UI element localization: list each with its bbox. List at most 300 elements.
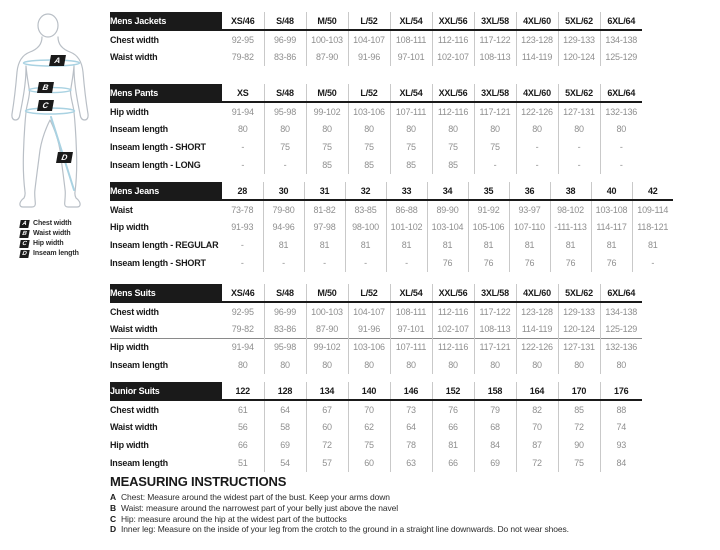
size-value: 81 xyxy=(304,236,345,254)
size-value: 76 xyxy=(427,254,468,272)
row-label: Inseam length - SHORT xyxy=(110,258,206,268)
size-column-header: XS xyxy=(222,84,264,102)
table-row xyxy=(110,436,642,454)
size-value: 98-100 xyxy=(345,218,386,236)
size-column-header: XXL/56 xyxy=(432,12,474,30)
size-value: 127-131 xyxy=(558,102,600,120)
size-column-header: M/50 xyxy=(306,12,348,30)
size-value: 68 xyxy=(474,418,516,436)
size-column-header: XS/46 xyxy=(222,284,264,302)
size-value: 80 xyxy=(237,360,248,370)
row-label: Chest width xyxy=(110,404,159,415)
size-table-mens-suits xyxy=(110,284,642,374)
size-value: 117-122 xyxy=(474,30,516,48)
size-value: 97-101 xyxy=(390,320,432,338)
size-column-header: 32 xyxy=(345,182,386,200)
table-row xyxy=(110,320,642,338)
size-value: 103-106 xyxy=(348,338,390,356)
size-value: 89-90 xyxy=(427,200,468,218)
size-value: 120-124 xyxy=(558,48,600,66)
size-column-header: XXL/56 xyxy=(432,84,474,102)
size-column-header: S/48 xyxy=(264,84,306,102)
measuring-instructions xyxy=(110,474,685,535)
table-row xyxy=(110,418,642,436)
size-value: 91-92 xyxy=(468,200,509,218)
size-column-header: L/52 xyxy=(348,84,390,102)
size-value: - xyxy=(240,240,244,250)
size-column-header: L/52 xyxy=(348,12,390,30)
size-column-header: 158 xyxy=(474,382,516,400)
size-tables xyxy=(110,12,673,472)
instruction-key: D xyxy=(110,524,117,535)
size-value: 122-126 xyxy=(516,338,558,356)
size-column-header: XL/54 xyxy=(390,284,432,302)
instruction-text: Hip: measure around the hip at the widest part of the buttocks xyxy=(121,513,347,524)
size-value: 75 xyxy=(432,138,474,156)
size-value: 80 xyxy=(348,120,390,138)
size-value: 66 xyxy=(237,440,248,450)
size-column-header: 33 xyxy=(386,182,427,200)
size-value: - xyxy=(304,254,345,272)
size-column-header: 4XL/60 xyxy=(516,84,558,102)
size-value: 79-80 xyxy=(263,200,304,218)
size-value: 80 xyxy=(237,124,248,134)
size-value: - xyxy=(558,156,600,174)
size-column-header: 146 xyxy=(390,382,432,400)
table-row xyxy=(110,254,673,272)
size-value: 79 xyxy=(474,400,516,418)
size-value: 83-86 xyxy=(264,48,306,66)
row-label: Hip width xyxy=(110,440,149,450)
legend-badge-c: C xyxy=(19,240,29,248)
size-column-header: S/48 xyxy=(264,12,306,30)
size-value: 123-128 xyxy=(516,302,558,320)
size-value: 74 xyxy=(600,418,642,436)
size-column-header: 176 xyxy=(600,382,642,400)
row-label: Chest width xyxy=(110,34,159,45)
measurement-figure xyxy=(0,4,110,266)
size-column-header: XL/54 xyxy=(390,84,432,102)
size-column-header: M/50 xyxy=(306,84,348,102)
size-value: 84 xyxy=(474,436,516,454)
size-value: 80 xyxy=(306,120,348,138)
size-value: 107-110 xyxy=(509,218,550,236)
size-value: 73-78 xyxy=(231,204,254,215)
size-value: 85 xyxy=(432,156,474,174)
hip-marker-badge: C xyxy=(37,100,54,111)
size-value: 117-121 xyxy=(474,338,516,356)
size-column-header: M/50 xyxy=(306,284,348,302)
size-value: 108-113 xyxy=(474,48,516,66)
table-row xyxy=(110,454,642,472)
size-value: - xyxy=(263,254,304,272)
size-value: 92-95 xyxy=(231,34,254,45)
size-column-header: 30 xyxy=(263,182,304,200)
size-value: 75 xyxy=(558,454,600,472)
size-value: 80 xyxy=(348,356,390,374)
instruction-item xyxy=(110,524,685,535)
size-value: - xyxy=(241,142,245,152)
size-value: 75 xyxy=(474,138,516,156)
legend-label: Inseam length xyxy=(33,250,79,258)
size-value: 72 xyxy=(558,418,600,436)
inseam-marker-badge: D xyxy=(56,152,73,163)
size-value: 81 xyxy=(427,236,468,254)
size-value: 127-131 xyxy=(558,338,600,356)
size-value: 69 xyxy=(474,454,516,472)
size-value: 107-111 xyxy=(390,102,432,120)
size-value: 92-95 xyxy=(231,306,254,317)
size-value: 80 xyxy=(474,356,516,374)
size-column-header: 36 xyxy=(509,182,550,200)
size-value: 87-90 xyxy=(306,48,348,66)
size-value: 80 xyxy=(600,120,642,138)
chest-marker-badge: A xyxy=(49,55,66,66)
table-header-row xyxy=(110,84,642,102)
size-value: 93-97 xyxy=(509,200,550,218)
size-column-header: 35 xyxy=(468,182,509,200)
size-value: 93 xyxy=(600,436,642,454)
size-value: 129-133 xyxy=(558,302,600,320)
size-value: - xyxy=(516,138,558,156)
size-value: 95-98 xyxy=(264,102,306,120)
table-row xyxy=(110,156,642,174)
size-value: 80 xyxy=(432,356,474,374)
size-value: 72 xyxy=(516,454,558,472)
size-value: 81 xyxy=(432,436,474,454)
size-value: 70 xyxy=(516,418,558,436)
table-title: Mens Jackets xyxy=(110,12,222,30)
size-value: 86-88 xyxy=(386,200,427,218)
size-value: 107-111 xyxy=(390,338,432,356)
size-value: 60 xyxy=(306,418,348,436)
row-label: Hip width xyxy=(110,222,149,232)
size-value: 76 xyxy=(509,254,550,272)
size-value: - xyxy=(240,258,244,268)
size-value: 101-102 xyxy=(386,218,427,236)
size-column-header: 34 xyxy=(427,182,468,200)
size-value: 122-126 xyxy=(516,102,558,120)
size-value: 76 xyxy=(550,254,591,272)
size-value: 81 xyxy=(591,236,632,254)
size-value: 80 xyxy=(516,356,558,374)
size-value: 60 xyxy=(348,454,390,472)
row-label: Hip width xyxy=(110,338,222,356)
size-value: 81 xyxy=(386,236,427,254)
legend-badge-d: D xyxy=(19,250,29,258)
table-title: Mens Pants xyxy=(110,84,222,102)
table-row xyxy=(110,236,673,254)
size-value: 109-114 xyxy=(632,200,673,218)
size-value: 61 xyxy=(237,404,248,415)
size-value: 103-108 xyxy=(591,200,632,218)
size-value: - xyxy=(386,254,427,272)
size-column-header: 40 xyxy=(591,182,632,200)
row-label: Hip width xyxy=(110,106,149,117)
row-label: Waist width xyxy=(110,323,158,334)
size-table-junior-suits xyxy=(110,382,642,472)
row-label: Inseam length xyxy=(110,458,168,468)
table-row xyxy=(110,120,642,138)
size-column-header: 4XL/60 xyxy=(516,284,558,302)
size-value: 112-116 xyxy=(432,30,474,48)
size-value: 70 xyxy=(348,400,390,418)
size-value: 81-82 xyxy=(304,200,345,218)
legend-label: Chest width xyxy=(33,220,72,228)
size-value: 134-138 xyxy=(600,30,642,48)
size-value: 84 xyxy=(600,454,642,472)
size-value: 108-113 xyxy=(474,320,516,338)
size-value: 80 xyxy=(600,356,642,374)
size-value: 132-136 xyxy=(600,102,642,120)
size-value: 100-103 xyxy=(306,30,348,48)
size-value: 83-86 xyxy=(264,320,306,338)
size-column-header: 5XL/62 xyxy=(558,12,600,30)
size-value: - xyxy=(345,254,386,272)
size-value: 102-107 xyxy=(432,320,474,338)
instruction-key: C xyxy=(110,513,117,524)
size-value: 82 xyxy=(516,400,558,418)
size-value: 123-128 xyxy=(516,30,558,48)
instruction-text: Waist: measure around the narrowest part of your belly just above the navel xyxy=(121,502,399,513)
size-value: 125-129 xyxy=(600,48,642,66)
size-column-header: 170 xyxy=(558,382,600,400)
size-value: 117-121 xyxy=(474,102,516,120)
size-value: 112-116 xyxy=(432,302,474,320)
legend-item-inseam xyxy=(20,249,79,259)
row-label: Chest width xyxy=(110,306,159,317)
table-row xyxy=(110,102,642,120)
size-value: 80 xyxy=(264,120,306,138)
size-value: 100-103 xyxy=(306,302,348,320)
size-value: 91-94 xyxy=(222,338,264,356)
table-row xyxy=(110,338,642,356)
size-value: 108-111 xyxy=(390,302,432,320)
size-value: 80 xyxy=(306,356,348,374)
size-column-header: XL/54 xyxy=(390,12,432,30)
size-value: 75 xyxy=(390,138,432,156)
table-title: Mens Suits xyxy=(110,284,222,302)
size-value: - xyxy=(474,156,516,174)
instruction-key: B xyxy=(110,502,117,513)
size-column-header: 5XL/62 xyxy=(558,84,600,102)
size-value: 69 xyxy=(264,436,306,454)
row-label: Waist width xyxy=(110,52,158,62)
size-column-header: 3XL/58 xyxy=(474,284,516,302)
size-value: 66 xyxy=(432,418,474,436)
size-table-mens-jeans xyxy=(110,182,673,272)
size-value: 102-107 xyxy=(432,48,474,66)
size-column-header: 3XL/58 xyxy=(474,84,516,102)
size-column-header: 164 xyxy=(516,382,558,400)
size-value: 91-96 xyxy=(348,320,390,338)
size-value: - xyxy=(600,156,642,174)
size-value: 56 xyxy=(237,422,248,432)
size-value: -111-113 xyxy=(550,218,591,236)
row-label: Inseam length - REGULAR xyxy=(110,240,219,250)
size-column-header: L/52 xyxy=(348,284,390,302)
instruction-item xyxy=(110,503,685,514)
size-table-mens-jackets xyxy=(110,12,642,66)
size-column-header: XXL/56 xyxy=(432,284,474,302)
size-value: 81 xyxy=(468,236,509,254)
instruction-key: A xyxy=(110,492,117,502)
instruction-item xyxy=(110,492,685,503)
size-column-header: 128 xyxy=(264,382,306,400)
legend-item-hip xyxy=(20,239,79,249)
size-value: 76 xyxy=(468,254,509,272)
size-value: 91-94 xyxy=(231,106,254,117)
size-value: 57 xyxy=(306,454,348,472)
row-label: Inseam length - LONG xyxy=(110,160,201,170)
legend-badge-a: A xyxy=(19,220,29,228)
row-label: Inseam length xyxy=(110,124,168,134)
size-column-header: 134 xyxy=(306,382,348,400)
size-value: 80 xyxy=(558,120,600,138)
size-value: 81 xyxy=(509,236,550,254)
table-header-row xyxy=(110,182,673,200)
figure-legend xyxy=(20,219,79,259)
size-value: 103-104 xyxy=(427,218,468,236)
size-column-header: 6XL/64 xyxy=(600,12,642,30)
size-value: - xyxy=(632,254,673,272)
legend-badge-b: B xyxy=(19,230,29,238)
table-row xyxy=(110,356,642,374)
size-column-header: 38 xyxy=(550,182,591,200)
size-value: 64 xyxy=(264,400,306,418)
row-label: Waist width xyxy=(110,422,158,432)
legend-item-waist xyxy=(20,229,79,239)
size-column-header: 152 xyxy=(432,382,474,400)
size-value: 64 xyxy=(390,418,432,436)
size-value: 85 xyxy=(306,156,348,174)
size-value: 97-98 xyxy=(304,218,345,236)
size-value: 83-85 xyxy=(345,200,386,218)
size-value: 112-116 xyxy=(432,338,474,356)
size-value: 104-107 xyxy=(348,30,390,48)
table-title: Junior Suits xyxy=(110,382,222,400)
size-value: 105-106 xyxy=(468,218,509,236)
size-value: 91-96 xyxy=(348,48,390,66)
row-label: Inseam length - SHORT xyxy=(110,142,206,152)
size-value: 99-102 xyxy=(306,338,348,356)
size-value: 114-117 xyxy=(591,218,632,236)
row-label: Waist xyxy=(110,204,133,215)
size-value: 114-119 xyxy=(516,320,558,338)
size-column-header: 42 xyxy=(632,182,673,200)
size-value: - xyxy=(558,138,600,156)
size-value: 90 xyxy=(558,436,600,454)
size-value: 63 xyxy=(390,454,432,472)
size-value: 75 xyxy=(306,138,348,156)
instruction-text: Chest: Measure around the widest part of the bust. Keep your arms down xyxy=(121,492,390,502)
table-row xyxy=(110,302,642,320)
table-title: Mens Jeans xyxy=(110,182,222,200)
size-value: 117-122 xyxy=(474,302,516,320)
legend-item-chest xyxy=(20,219,79,229)
size-value: 73 xyxy=(390,400,432,418)
table-header-row xyxy=(110,12,642,30)
instructions-title: MEASURING INSTRUCTIONS xyxy=(110,474,287,489)
size-column-header: 6XL/64 xyxy=(600,84,642,102)
size-value: 114-119 xyxy=(516,48,558,66)
size-value: 95-98 xyxy=(264,338,306,356)
size-value: - xyxy=(600,138,642,156)
size-value: 96-99 xyxy=(264,302,306,320)
waist-marker-badge: B xyxy=(37,82,54,93)
instruction-text: Inner leg: Measure on the inside of your leg from the crotch to the ground in a straight line downwards. Do not wear shoes. xyxy=(121,524,569,535)
table-row xyxy=(110,138,642,156)
size-value: 79-82 xyxy=(231,52,254,62)
size-value: 103-106 xyxy=(348,102,390,120)
size-value: 85 xyxy=(558,400,600,418)
instruction-list xyxy=(110,492,685,535)
size-value: - xyxy=(241,160,245,170)
size-value: 80 xyxy=(390,356,432,374)
size-value: 99-102 xyxy=(306,102,348,120)
size-value: 58 xyxy=(264,418,306,436)
size-column-header: 4XL/60 xyxy=(516,12,558,30)
size-column-header: 5XL/62 xyxy=(558,284,600,302)
size-value: 91-93 xyxy=(231,222,254,232)
size-value: 80 xyxy=(264,356,306,374)
size-value: 80 xyxy=(390,120,432,138)
size-value: 76 xyxy=(432,400,474,418)
size-value: 94-96 xyxy=(263,218,304,236)
row-label: Inseam length xyxy=(110,360,168,370)
size-column-header: XS/46 xyxy=(222,12,264,30)
table-row xyxy=(110,218,673,236)
size-value: 62 xyxy=(348,418,390,436)
size-value: 72 xyxy=(306,436,348,454)
size-value: 81 xyxy=(345,236,386,254)
head-outline xyxy=(38,14,58,37)
size-value: 81 xyxy=(550,236,591,254)
size-value: 80 xyxy=(558,356,600,374)
size-value: 66 xyxy=(432,454,474,472)
size-value: 132-136 xyxy=(600,338,642,356)
size-column-header: 140 xyxy=(348,382,390,400)
size-value: 104-107 xyxy=(348,302,390,320)
size-value: 98-102 xyxy=(550,200,591,218)
size-value: 75 xyxy=(348,436,390,454)
size-value: 85 xyxy=(390,156,432,174)
legend-label: Waist width xyxy=(33,230,71,238)
size-value: 75 xyxy=(264,138,306,156)
size-value: 120-124 xyxy=(558,320,600,338)
size-table-mens-pants xyxy=(110,84,642,174)
size-column-header: 122 xyxy=(222,382,264,400)
size-value: 112-116 xyxy=(432,102,474,120)
size-value: 134-138 xyxy=(600,302,642,320)
size-value: 81 xyxy=(263,236,304,254)
table-header-row xyxy=(110,382,642,400)
size-value: 80 xyxy=(516,120,558,138)
table-header-row xyxy=(110,284,642,302)
size-column-header: 6XL/64 xyxy=(600,284,642,302)
table-row xyxy=(110,400,642,418)
size-value: 80 xyxy=(474,120,516,138)
size-column-header: S/48 xyxy=(264,284,306,302)
size-value: 96-99 xyxy=(264,30,306,48)
table-row xyxy=(110,200,673,218)
size-value: 54 xyxy=(264,454,306,472)
size-value: 108-111 xyxy=(390,30,432,48)
size-column-header: 3XL/58 xyxy=(474,12,516,30)
size-value: 125-129 xyxy=(600,320,642,338)
size-value: 87-90 xyxy=(306,320,348,338)
size-value: 87 xyxy=(516,436,558,454)
